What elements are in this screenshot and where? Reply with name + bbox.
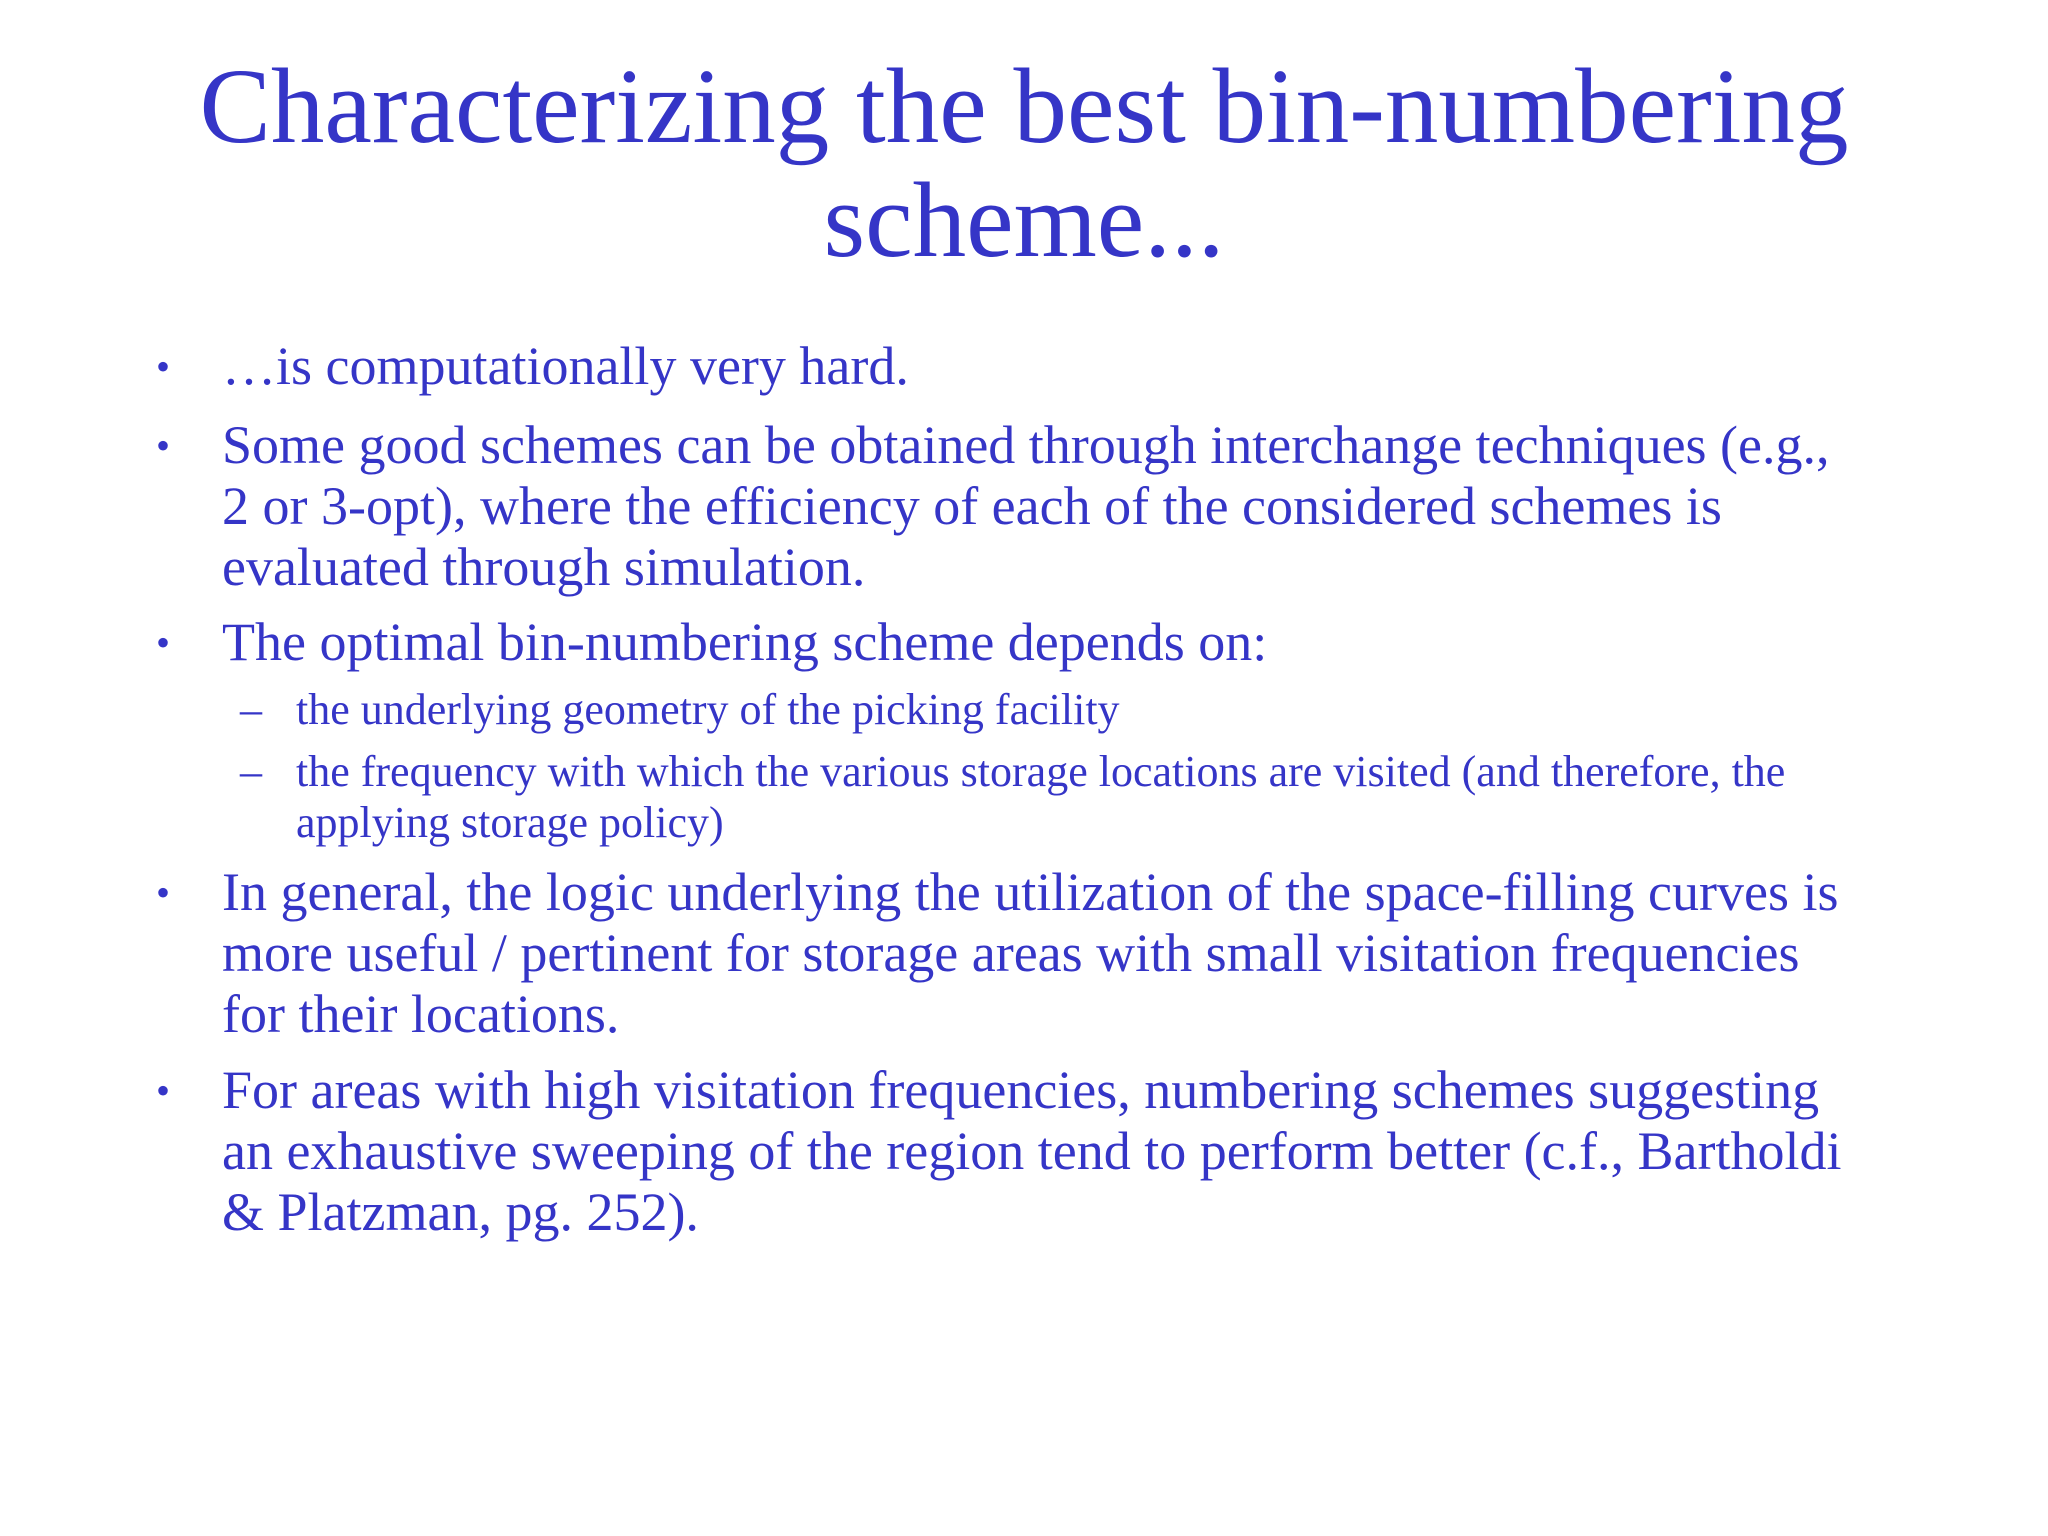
bullet-item	[156, 415, 1962, 598]
subbullet-text-line: the underlying geometry of the picking facility	[296, 685, 1120, 734]
subbullet-marker: –	[240, 685, 262, 734]
bullet-text-line: The optimal bin-numbering scheme depends on:	[222, 612, 1268, 672]
subbullet-marker: –	[240, 747, 262, 796]
bullet-marker: •	[156, 1068, 171, 1113]
bullet-text-line: …is computationally very hard.	[222, 336, 909, 396]
slide-title-line: Characterizing the best bin-numbering	[199, 48, 1849, 166]
bullet-text-line: & Platzman, pg. 252).	[222, 1182, 699, 1242]
bullet-text-line: 2 or 3-opt), where the efficiency of each of the considered schemes is	[222, 476, 1722, 536]
bullet-text-line: evaluated through simulation.	[222, 537, 866, 597]
bullet-text-line: In general, the logic underlying the utilization of the space-filling curves is	[222, 862, 1839, 922]
subbullet-text-line: the frequency with which the various storage locations are visited (and therefore, the	[296, 747, 1786, 796]
bullet-marker: •	[156, 344, 171, 389]
bullet-text-line: For areas with high visitation frequencies, numbering schemes suggesting	[222, 1060, 1820, 1120]
bullet-item	[156, 862, 1962, 1045]
bullet-item	[156, 336, 1962, 397]
bullet-marker: •	[156, 870, 171, 915]
slide-title-line: scheme...	[823, 162, 1225, 280]
subbullet-text-line: applying storage policy)	[296, 798, 724, 847]
subbullet-item	[240, 746, 1996, 848]
bullet-item	[156, 1060, 1962, 1243]
bullet-marker: •	[156, 423, 171, 468]
bullet-text-line: for their locations.	[222, 984, 620, 1044]
subbullet-item	[240, 684, 1996, 735]
bullet-text-line: more useful / pertinent for storage areas with small visitation frequencies	[222, 923, 1800, 983]
bullet-text-line: Some good schemes can be obtained through interchange techniques (e.g.,	[222, 415, 1830, 475]
bullet-item	[156, 612, 1962, 673]
bullet-marker: •	[156, 620, 171, 665]
bullet-text-line: an exhaustive sweeping of the region tend to perform better (c.f., Bartholdi	[222, 1121, 1842, 1181]
